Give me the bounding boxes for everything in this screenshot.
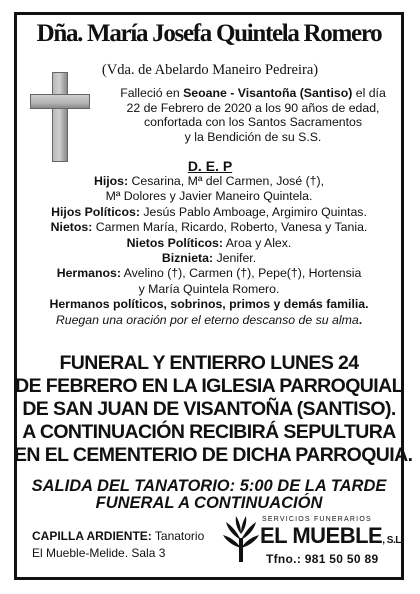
death-line1-suffix: el día	[352, 86, 386, 100]
nietos-label: Nietos:	[50, 220, 93, 235]
tree-logo-icon	[222, 514, 260, 564]
biznieta-label: Biznieta:	[161, 251, 214, 266]
funeral-line3: DE SAN JUAN DE VISANTOÑA (SANTISO).	[22, 398, 396, 420]
departure-info	[14, 478, 404, 512]
death-line3: confortada con los Santos Sacramentos	[143, 115, 363, 129]
biznieta: Jenifer.	[213, 251, 257, 266]
funeral-line1: FUNERAL Y ENTIERRO LUNES 24	[59, 352, 359, 374]
capilla-label: CAPILLA ARDIENTE:	[32, 529, 152, 543]
death-notice	[108, 86, 398, 144]
widow-of: (Vda. de Abelardo Maneiro Pedreira)	[101, 62, 319, 78]
death-prefix: Falleció en	[120, 86, 184, 100]
nietos-politicos: Aroa y Alex.	[222, 235, 292, 250]
logo-brand-text: EL MUEBLE	[260, 523, 383, 548]
funeral-line4: A CONTINUACIÓN RECIBIRÁ SEPULTURA	[22, 421, 396, 443]
nietos-politicos-label: Nietos Políticos:	[126, 235, 223, 250]
hijos-line2: Mª Dolores y Javier Maneiro Quintela.	[105, 189, 313, 204]
cross-icon	[30, 72, 90, 162]
hijos-label: Hijos:	[93, 174, 129, 188]
other-family: Hermanos políticos, sobrinos, primos y demás familia.	[49, 297, 369, 312]
funeral-line2: DE FEBRERO EN LA IGLESIA PARROQUIAL	[15, 375, 403, 397]
prayer-end: .	[358, 312, 363, 327]
logo-brand	[260, 523, 403, 549]
prayer-request: Ruegan una oración por el eterno descanso de su alma	[55, 312, 359, 327]
hijos-politicos: Jesús Pablo Amboage, Argimiro Quintas.	[139, 204, 367, 219]
hermanos-label: Hermanos:	[56, 266, 121, 281]
death-line2: 22 de Febrero de 2020 a los 90 años de edad,	[126, 100, 380, 115]
death-line4: y la Bendición de su S.S.	[184, 129, 322, 144]
hijos-politicos-label: Hijos Políticos:	[51, 204, 140, 219]
capilla-value: Tanatorio	[151, 529, 205, 543]
salida-line2: FUNERAL A CONTINUACIÓN	[95, 494, 323, 512]
salida-line1: SALIDA DEL TANATORIO: 5:00 DE LA TARDE	[31, 477, 387, 495]
chapel-info	[32, 528, 204, 562]
funeral-home-logo	[222, 514, 402, 574]
deceased-name: Dña. María Josefa Quintela Romero	[36, 20, 382, 47]
logo-phone: Tfno.: 981 50 50 89	[266, 552, 379, 566]
family-list	[14, 174, 404, 328]
capilla-line2: El Mueble-Melide. Sala 3	[32, 546, 166, 560]
logo-services: SERVICIOS FUNERARIOS	[262, 516, 372, 523]
funeral-announcement	[14, 352, 413, 467]
logo-suffix: , S.L.	[382, 535, 404, 546]
hermanos-line2: y María Quintela Romero.	[138, 281, 280, 296]
hijos-line1: Cesarina, Mª del Carmen, José (†),	[128, 174, 325, 188]
nietos: Carmen María, Ricardo, Roberto, Vanesa y Tania.	[92, 220, 368, 235]
funeral-line5: EN EL CEMENTERIO DE DICHA PARROQUIA.	[14, 444, 413, 466]
death-place: Seoane - Visantoña (Santiso)	[183, 86, 353, 100]
hermanos-line1: Avelino (†), Carmen (†), Pepe(†), Hortensia	[120, 266, 362, 281]
dep-heading: D. E. P	[187, 158, 233, 174]
